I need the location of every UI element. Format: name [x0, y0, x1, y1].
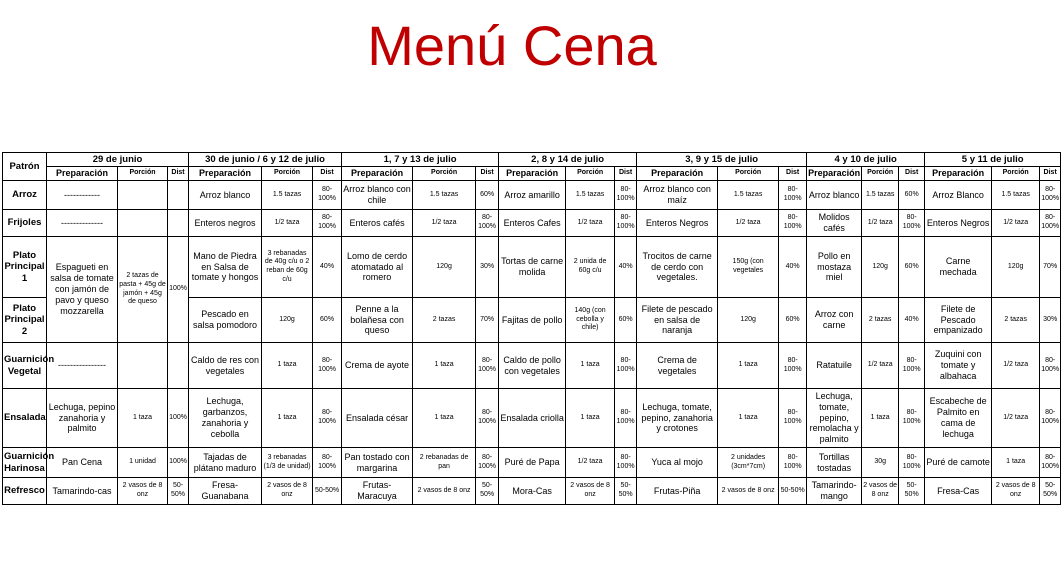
preparation-cell: Caldo de res con vegetales	[189, 343, 262, 389]
preparation-cell: Ratatuile	[807, 343, 862, 389]
portion-header: Porción	[262, 167, 313, 181]
preparation-header: Preparación	[342, 167, 413, 181]
portion-header: Porción	[862, 167, 899, 181]
portion-cell: 1/2 taza	[718, 210, 779, 237]
dist-cell: 80-100%	[779, 343, 807, 389]
preparation-cell: Filete de Pescado empanizado	[925, 298, 992, 343]
portion-cell	[118, 181, 168, 210]
preparation-cell: Frutas-Piña	[637, 478, 718, 505]
preparation-header: Preparación	[189, 167, 262, 181]
row-label: Guarnición Vegetal	[3, 343, 47, 389]
dist-header: Dist	[476, 167, 499, 181]
portion-cell: 120g	[262, 298, 313, 343]
portion-cell: 2 vasos de 8 onz	[413, 478, 476, 505]
portion-cell: 1 unidad	[118, 448, 168, 478]
preparation-cell: Carne mechada	[925, 237, 992, 298]
portion-cell: 1 taza	[992, 448, 1040, 478]
dist-cell: 60%	[899, 237, 925, 298]
preparation-cell: Enteros Cafes	[499, 210, 566, 237]
dist-cell: 80-100%	[1040, 448, 1061, 478]
dist-cell: 80-100%	[313, 343, 342, 389]
dist-cell: 70%	[1040, 237, 1061, 298]
dist-cell: 80-100%	[476, 389, 499, 448]
dist-header: Dist	[779, 167, 807, 181]
portion-cell: 120g	[718, 298, 779, 343]
portion-cell: 1/2 taza	[992, 389, 1040, 448]
portion-cell: 120g	[992, 237, 1040, 298]
table-row	[3, 181, 1061, 210]
preparation-cell: Arroz blanco con maíz	[637, 181, 718, 210]
preparation-cell: Arroz blanco	[807, 181, 862, 210]
preparation-cell: Trocitos de carne de cerdo con vegetales.	[637, 237, 718, 298]
portion-cell: 1 taza	[718, 389, 779, 448]
preparation-header: Preparación	[47, 167, 118, 181]
dist-header: Dist	[168, 167, 189, 181]
dist-cell: 80-100%	[313, 181, 342, 210]
preparation-cell: Enteros Negros	[925, 210, 992, 237]
portion-cell	[118, 210, 168, 237]
date-header: 4 y 10 de julio	[807, 153, 925, 167]
preparation-header: Preparación	[637, 167, 718, 181]
preparation-cell: ------------	[47, 181, 118, 210]
preparation-cell: Espagueti en salsa de tomate con jamón de pavo y queso mozzarella	[47, 237, 118, 343]
dist-header: Dist	[899, 167, 925, 181]
portion-cell: 3 rebanadas de 40g c/u o 2 reban de 60g c/u	[262, 237, 313, 298]
portion-cell: 2 vasos de 8 onz	[862, 478, 899, 505]
portion-cell: 2 tazas	[413, 298, 476, 343]
dist-cell: 80-100%	[615, 343, 637, 389]
preparation-cell: Puré de Papa	[499, 448, 566, 478]
preparation-cell: Enteros negros	[189, 210, 262, 237]
dist-cell: 80-100%	[899, 448, 925, 478]
dist-cell	[168, 210, 189, 237]
preparation-cell: Lechuga, garbanzos, zanahoria y cebolla	[189, 389, 262, 448]
preparation-cell: Fresa-Guanabana	[189, 478, 262, 505]
portion-cell	[118, 343, 168, 389]
preparation-cell: Arroz Blanco	[925, 181, 992, 210]
date-header: 29 de junio	[47, 153, 189, 167]
dist-cell: 30%	[476, 237, 499, 298]
preparation-header: Preparación	[925, 167, 992, 181]
preparation-header: Preparación	[807, 167, 862, 181]
portion-cell: 2 tazas	[862, 298, 899, 343]
portion-cell: 120g	[413, 237, 476, 298]
dist-cell: 80-100%	[476, 210, 499, 237]
portion-cell: 1/2 taza	[862, 343, 899, 389]
portion-cell: 2 vasos de 8 onz	[992, 478, 1040, 505]
portion-header: Porción	[718, 167, 779, 181]
preparation-cell: ----------------	[47, 343, 118, 389]
portion-cell: 30g	[862, 448, 899, 478]
dist-cell: 50-50%	[779, 478, 807, 505]
preparation-cell: Arroz amarillo	[499, 181, 566, 210]
dist-cell: 60%	[615, 298, 637, 343]
preparation-cell: Lechuga, tomate, pepino, zanahoria y crotones	[637, 389, 718, 448]
portion-cell: 1 taza	[566, 343, 615, 389]
portion-header: Porción	[118, 167, 168, 181]
portion-cell: 1/2 taza	[413, 210, 476, 237]
dist-cell: 50-50%	[615, 478, 637, 505]
row-label: Arroz	[3, 181, 47, 210]
dist-header: Dist	[313, 167, 342, 181]
dist-cell: 80-100%	[899, 343, 925, 389]
portion-cell: 2 vasos de 8 onz	[118, 478, 168, 505]
dist-cell: 80-100%	[1040, 343, 1061, 389]
dist-cell: 40%	[313, 237, 342, 298]
portion-cell: 2 vasos de 8 onz	[718, 478, 779, 505]
preparation-cell: Escabeche de Palmito en cama de lechuga	[925, 389, 992, 448]
portion-cell: 1 taza	[413, 389, 476, 448]
date-header: 5 y 11 de julio	[925, 153, 1061, 167]
dist-cell: 80-100%	[476, 448, 499, 478]
dist-cell: 100%	[168, 389, 189, 448]
portion-cell: 1/2 taza	[992, 343, 1040, 389]
portion-cell: 1/2 taza	[262, 210, 313, 237]
preparation-cell: Frutas-Maracuya	[342, 478, 413, 505]
preparation-cell: Mora-Cas	[499, 478, 566, 505]
dist-header: Dist	[615, 167, 637, 181]
dist-cell: 50-50%	[168, 478, 189, 505]
preparation-cell: Pan tostado con margarina	[342, 448, 413, 478]
row-label: Ensalada	[3, 389, 47, 448]
dist-cell: 60%	[779, 298, 807, 343]
menu-table	[2, 152, 1061, 505]
preparation-cell: Enteros Negros	[637, 210, 718, 237]
dist-cell: 80-100%	[615, 210, 637, 237]
preparation-cell: Pan Cena	[47, 448, 118, 478]
portion-cell: 150g (con vegetales	[718, 237, 779, 298]
portion-cell: 1 taza	[413, 343, 476, 389]
portion-header: Porción	[566, 167, 615, 181]
preparation-cell: Lomo de cerdo atomatado al romero	[342, 237, 413, 298]
portion-cell: 1.5 tazas	[992, 181, 1040, 210]
dist-cell	[168, 343, 189, 389]
preparation-cell: Pollo en mostaza miel	[807, 237, 862, 298]
portion-cell: 1 taza	[862, 389, 899, 448]
dist-cell: 80-100%	[779, 448, 807, 478]
portion-cell: 1/2 taza	[566, 448, 615, 478]
dist-cell: 80-100%	[615, 181, 637, 210]
portion-cell: 140g (con cebolla y chile)	[566, 298, 615, 343]
row-label: Plato Principal 2	[3, 298, 47, 343]
dist-cell: 80-100%	[899, 210, 925, 237]
dist-cell: 60%	[899, 181, 925, 210]
portion-cell: 1.5 tazas	[262, 181, 313, 210]
dist-cell: 80-100%	[779, 210, 807, 237]
preparation-cell: Crema de vegetales	[637, 343, 718, 389]
date-header: 30 de junio / 6 y 12 de julio	[189, 153, 342, 167]
dist-cell: 50-50%	[899, 478, 925, 505]
portion-cell: 1 taza	[262, 343, 313, 389]
patron-header: Patrón	[3, 153, 47, 181]
row-label: Plato Principal 1	[3, 237, 47, 298]
portion-cell: 120g	[862, 237, 899, 298]
preparation-cell: Ensalada césar	[342, 389, 413, 448]
dist-cell: 80-100%	[1040, 181, 1061, 210]
dist-cell: 80-100%	[1040, 210, 1061, 237]
table-row	[3, 343, 1061, 389]
portion-cell: 2 tazas	[992, 298, 1040, 343]
preparation-cell: --------------	[47, 210, 118, 237]
table-row	[3, 210, 1061, 237]
date-header: 1, 7 y 13 de julio	[342, 153, 499, 167]
portion-cell: 1.5 tazas	[718, 181, 779, 210]
dist-cell: 40%	[615, 237, 637, 298]
dist-cell: 30%	[1040, 298, 1061, 343]
preparation-cell: Yuca al mojo	[637, 448, 718, 478]
portion-cell: 1 taza	[566, 389, 615, 448]
preparation-header: Preparación	[499, 167, 566, 181]
page-title: Menú Cena	[367, 14, 657, 77]
portion-cell: 1 taza	[118, 389, 168, 448]
dist-cell: 80-100%	[313, 389, 342, 448]
portion-header: Porción	[413, 167, 476, 181]
table-row	[3, 237, 1061, 298]
preparation-cell: Tajadas de plátano maduro	[189, 448, 262, 478]
preparation-cell: Tamarindo-cas	[47, 478, 118, 505]
preparation-cell: Tortas de carne molida	[499, 237, 566, 298]
portion-cell: 1.5 tazas	[413, 181, 476, 210]
preparation-cell: Lechuga, pepino zanahoria y palmito	[47, 389, 118, 448]
preparation-cell: Puré de camote	[925, 448, 992, 478]
preparation-cell: Arroz con carne	[807, 298, 862, 343]
dist-cell: 80-100%	[615, 389, 637, 448]
table-row	[3, 448, 1061, 478]
preparation-cell: Pescado en salsa pomodoro	[189, 298, 262, 343]
dist-cell: 80-100%	[899, 389, 925, 448]
portion-cell: 2 tazas de pasta + 45g de jamón + 45g de queso	[118, 237, 168, 343]
dist-cell: 50-50%	[313, 478, 342, 505]
portion-cell: 1/2 taza	[566, 210, 615, 237]
dist-cell: 80-100%	[476, 343, 499, 389]
preparation-cell: Lechuga, tomate, pepino, remolacha y palmito	[807, 389, 862, 448]
dist-cell: 100%	[168, 448, 189, 478]
preparation-cell: Molidos cafés	[807, 210, 862, 237]
dist-cell: 50-50%	[1040, 478, 1061, 505]
portion-cell: 1.5 tazas	[862, 181, 899, 210]
portion-cell: 2 rebanadas de pan	[413, 448, 476, 478]
portion-cell: 2 unidades (3cm*7cm)	[718, 448, 779, 478]
preparation-cell: Zuquini con tomate y albahaca	[925, 343, 992, 389]
dist-cell: 100%	[168, 237, 189, 343]
preparation-cell: Enteros cafés	[342, 210, 413, 237]
preparation-cell: Penne a la bolañesa con queso	[342, 298, 413, 343]
preparation-cell: Fresa-Cas	[925, 478, 992, 505]
portion-cell: 1 taza	[262, 389, 313, 448]
portion-cell: 2 vasos de 8 onz	[262, 478, 313, 505]
preparation-cell: Tamarindo-mango	[807, 478, 862, 505]
preparation-cell: Crema de ayote	[342, 343, 413, 389]
table-row	[3, 478, 1061, 505]
portion-cell: 3 rebanadas (1/3 de unidad)	[262, 448, 313, 478]
preparation-cell: Caldo de pollo con vegetales	[499, 343, 566, 389]
dist-cell	[168, 181, 189, 210]
row-label: Refresco	[3, 478, 47, 505]
dist-cell: 80-100%	[313, 448, 342, 478]
dist-cell: 80-100%	[1040, 389, 1061, 448]
portion-header: Porción	[992, 167, 1040, 181]
portion-cell: 1/2 taza	[992, 210, 1040, 237]
preparation-cell: Tortillas tostadas	[807, 448, 862, 478]
dist-cell: 80-100%	[779, 181, 807, 210]
table-row	[3, 389, 1061, 448]
dist-cell: 80-100%	[615, 448, 637, 478]
preparation-cell: Arroz blanco con chile	[342, 181, 413, 210]
dist-cell: 60%	[476, 181, 499, 210]
portion-cell: 1/2 taza	[862, 210, 899, 237]
date-header: 2, 8 y 14 de julio	[499, 153, 637, 167]
dist-cell: 60%	[313, 298, 342, 343]
row-label: Guarnición Harinosa	[3, 448, 47, 478]
preparation-cell: Fajitas de pollo	[499, 298, 566, 343]
dist-header: Dist	[1040, 167, 1061, 181]
dist-cell: 50-50%	[476, 478, 499, 505]
dist-cell: 40%	[899, 298, 925, 343]
portion-cell: 2 vasos de 8 onz	[566, 478, 615, 505]
row-label: Frijoles	[3, 210, 47, 237]
preparation-cell: Ensalada criolla	[499, 389, 566, 448]
dist-cell: 70%	[476, 298, 499, 343]
portion-cell: 1 taza	[718, 343, 779, 389]
preparation-cell: Arroz blanco	[189, 181, 262, 210]
dist-cell: 80-100%	[779, 389, 807, 448]
preparation-cell: Filete de pescado en salsa de naranja	[637, 298, 718, 343]
dist-cell: 80-100%	[313, 210, 342, 237]
portion-cell: 2 unida de 60g c/u	[566, 237, 615, 298]
portion-cell: 1.5 tazas	[566, 181, 615, 210]
preparation-cell: Mano de Piedra en Salsa de tomate y hongos	[189, 237, 262, 298]
date-header: 3, 9 y 15 de julio	[637, 153, 807, 167]
dist-cell: 40%	[779, 237, 807, 298]
